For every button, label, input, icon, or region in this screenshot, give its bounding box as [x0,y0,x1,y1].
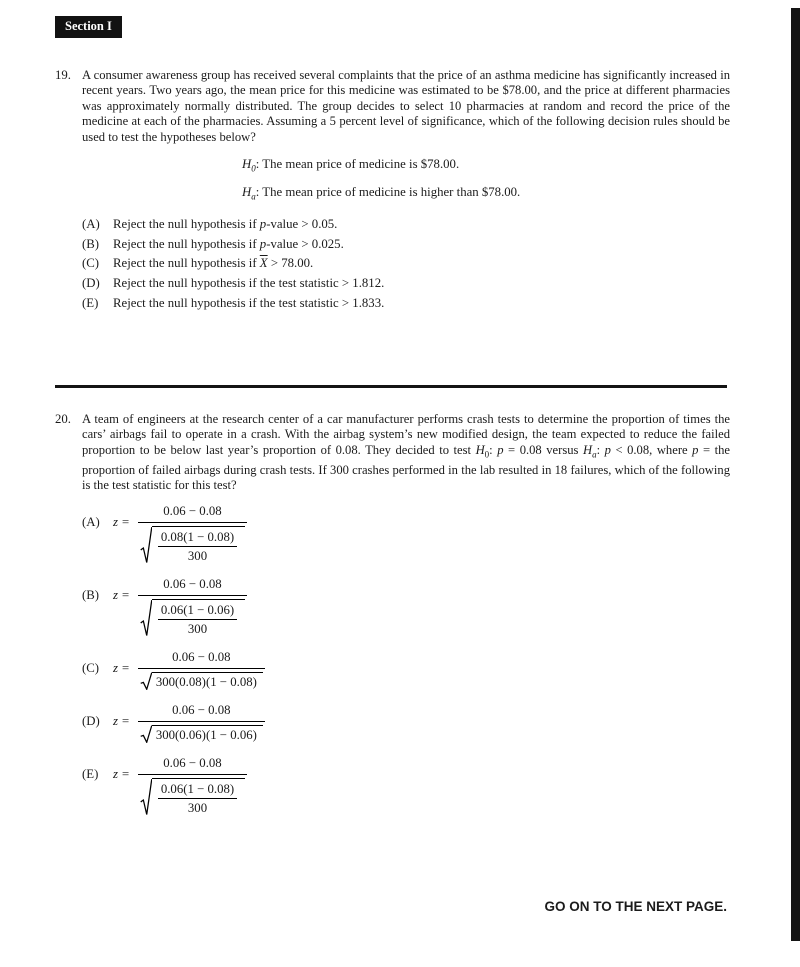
section-label: Section I [65,19,112,33]
ha-symbol: H [242,184,252,199]
choice-label: (D) [82,713,100,728]
choice-text-pre: Reject the null hypothesis if the test statistic > 1.812. [113,275,385,290]
choice-row-b [82,237,730,252]
formula [113,756,247,816]
square-root [140,778,245,816]
fraction-numerator: 0.06 − 0.08 [163,503,222,518]
choice-text-post: -value > 0.05. [266,217,338,232]
formula-lhs: z = [113,514,130,529]
footer-text: GO ON TO THE NEXT PAGE. [544,899,727,914]
ha-subscript: a [592,449,597,460]
radical-icon [140,778,152,816]
radical-icon [140,725,152,743]
fraction-denominator [138,721,265,743]
question-20-text [82,412,730,494]
radicand: 300(0.06)(1 − 0.06) [152,725,263,743]
fraction [138,650,265,690]
variable-p: p [497,442,504,457]
question-20-choices [82,504,730,816]
variable-p: p [604,442,611,457]
question-19 [55,68,730,315]
choice-text-pre: Reject the null hypothesis if [113,217,260,232]
square-root [140,672,263,690]
choice-label: (E) [82,295,99,310]
h0-symbol: H [242,157,252,172]
h0-subscript: 0 [251,163,256,174]
question-19-number: 19. [55,68,71,82]
fraction-denominator [138,595,247,637]
variable-p: p [259,236,267,251]
hypotheses-block [242,157,730,204]
choice-row-e [82,756,730,816]
square-root [140,599,245,637]
choice-row-e [82,296,730,311]
choice-label: (B) [82,236,100,251]
inner-fraction [156,781,239,816]
fraction-denominator [138,774,247,816]
inner-denominator: 300 [187,621,208,636]
choice-label: (B) [82,587,100,602]
ha-subscript: a [251,191,256,202]
inner-fraction [156,602,239,637]
radical-icon [140,599,152,637]
radicand [152,599,245,637]
radicand [152,778,245,816]
inner-numerator: 0.06(1 − 0.08) [158,782,237,799]
inner-denominator: 300 [187,800,208,815]
formula [113,577,247,637]
choice-text [113,217,337,232]
choice-text [113,256,313,271]
formula-lhs: z = [113,660,130,675]
choice-label: (D) [82,275,100,290]
radicand [152,526,245,564]
choice-row-d [82,703,730,743]
choice-text [113,237,344,252]
inner-fraction [156,529,239,564]
q20-text-part: : [596,442,605,457]
radical-icon [140,526,152,564]
formula [113,504,247,564]
question-19-body [82,68,730,315]
choice-row-a [82,504,730,564]
fraction-numerator: 0.06 − 0.08 [163,576,222,591]
question-20-body [82,412,730,829]
question-divider [55,385,727,388]
alternative-hypothesis [242,185,730,205]
choice-row-c [82,256,730,271]
inner-numerator: 0.08(1 − 0.08) [158,530,237,547]
q20-text-part: = 0.08 versus [503,442,583,457]
variable-p: p [259,217,267,232]
choice-label: (C) [82,256,100,271]
page-edge-bar [791,8,800,941]
h0-text: : The mean price of medicine is $78.00. [255,157,460,172]
choice-text-pre: Reject the null hypothesis if the test statistic > 1.833. [113,295,385,310]
formula-lhs: z = [113,766,130,781]
question-20 [55,412,730,829]
choice-text [113,276,384,291]
choice-label: (C) [82,660,100,675]
formula [113,703,265,743]
square-root [140,725,263,743]
question-19-text: A consumer awareness group has received several complaints that the price of an asthma medicine has significantly increased in recent years. Two years ago, the mean price for this medicine was estimated to be $78.00, and the price at different pharmacies was approximately normally distributed. The group decides to select 10 pharmacies at random and record the price of the medicine at each of the pharmacies. Assuming a 5 percent level of significance, which of the following decision rules should be used to test the hypotheses below? [82,68,730,144]
q20-text-part: : [489,442,498,457]
q20-text-part: A team of engineers at the research center of a car manufacturer performs crash tests to determine the proportion of times the cars’ airbags fail to operate in a crash. With the airbag system’s new modified design, the team expected to reduce the failed proportion to be below last year’s proportion of 0.08. They decided to test [82,412,730,457]
choice-row-c [82,650,730,690]
ha-symbol: H [582,442,593,457]
fraction-numerator: 0.06 − 0.08 [172,702,231,717]
inner-numerator: 0.06(1 − 0.06) [158,603,237,620]
radicand: 300(0.08)(1 − 0.08) [152,672,263,690]
ha-text: : The mean price of medicine is higher than $78.00. [255,184,521,199]
square-root [140,526,245,564]
variable-p: p [692,442,699,457]
choice-text-post: > 78.00. [267,256,314,271]
q20-text-part: = the proportion of failed airbags during crash tests. If 300 crashes performed in the lab resulted in 18 failures, which of the following is the test statistic for this test? [82,442,730,493]
choice-label: (E) [82,766,99,781]
null-hypothesis [242,157,730,177]
choice-row-b [82,577,730,637]
choice-label: (A) [82,514,100,529]
choice-text-pre: Reject the null hypothesis if [113,256,260,271]
h0-symbol: H [475,442,485,457]
choice-text-post: -value > 0.025. [266,236,344,251]
question-19-choices [82,217,730,310]
fraction [138,703,265,743]
radical-icon [140,672,152,690]
fraction [138,504,247,564]
q20-text-part: < 0.08, where [610,442,693,457]
choice-row-d [82,276,730,291]
choice-row-a [82,217,730,232]
h0-subscript: 0 [484,449,490,460]
inner-denominator: 300 [187,548,208,563]
choice-label: (A) [82,217,100,232]
fraction-numerator: 0.06 − 0.08 [163,755,222,770]
fraction [138,756,247,816]
fraction [138,577,247,637]
formula-lhs: z = [113,713,130,728]
choice-text [113,296,384,311]
fraction-numerator: 0.06 − 0.08 [172,649,231,664]
formula [113,650,265,690]
variable-x-bar: $\overline{X}$ [259,256,268,271]
section-banner [55,16,122,38]
question-20-number: 20. [55,412,71,426]
formula-lhs: z = [113,587,130,602]
fraction-denominator [138,522,247,564]
choice-text-pre: Reject the null hypothesis if [113,236,260,251]
fraction-denominator [138,668,265,690]
